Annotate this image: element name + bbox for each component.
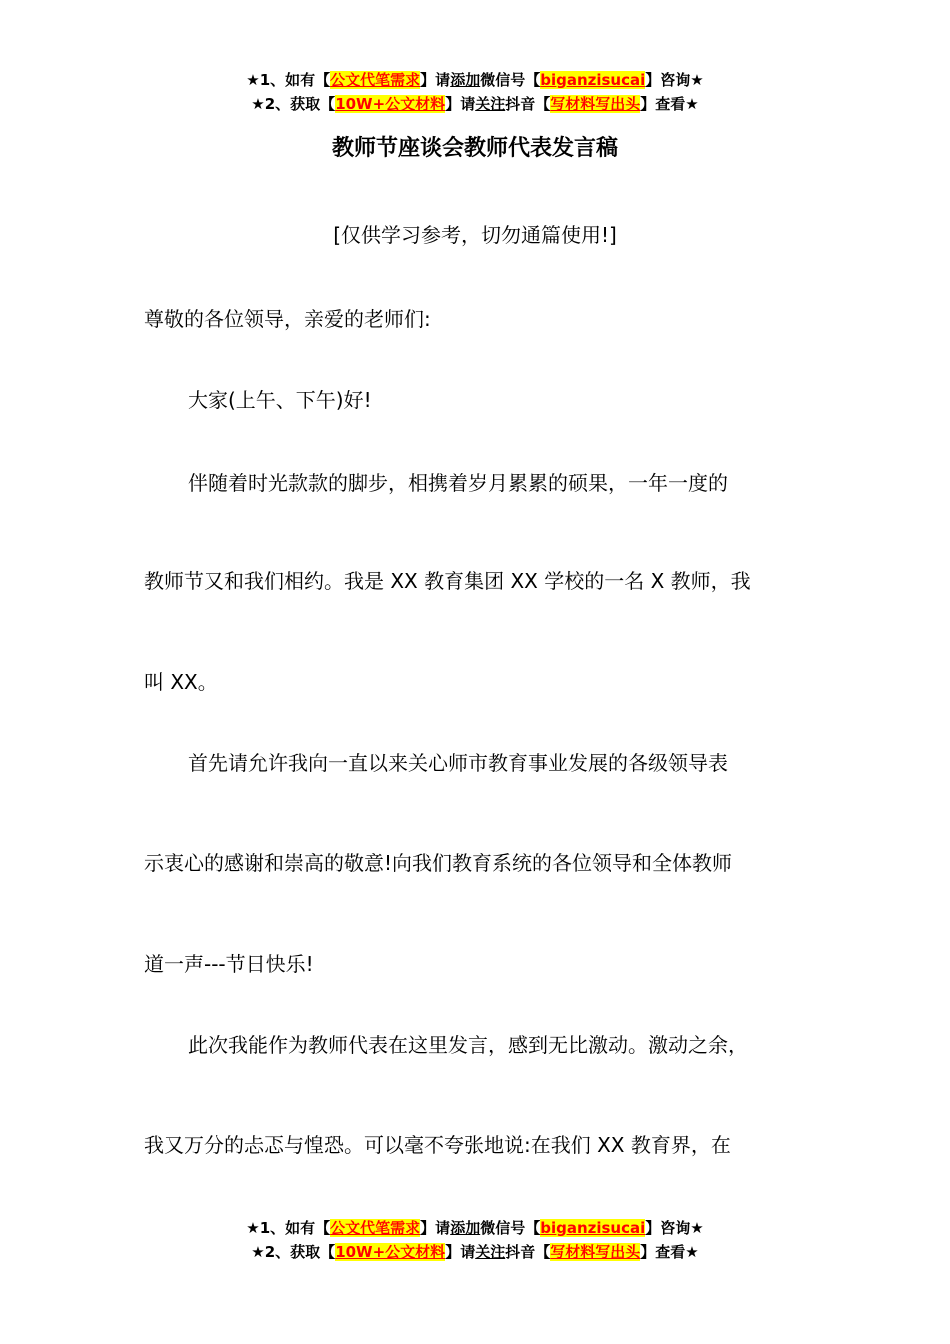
banner-line-2 <box>0 1240 950 1264</box>
banner-text: 】查看★ <box>640 1243 699 1261</box>
banner-text: 】请 <box>445 95 476 113</box>
banner-text: 】咨询★ <box>645 71 704 89</box>
banner-text: 】请 <box>445 1243 476 1261</box>
banner-underline: 关注 <box>475 1243 506 1261</box>
paragraph-line: 我又万分的忐忑与惶恐。可以毫不夸张地说:在我们 XX 教育界，在 <box>144 1133 731 1157</box>
paragraph-line: 此次我能作为教师代表在这里发言，感到无比激动。激动之余， <box>188 1033 748 1057</box>
banner-line-1 <box>0 1216 950 1240</box>
paragraph-line: 叫 XX。 <box>144 670 218 694</box>
banner-text: 】查看★ <box>640 95 699 113</box>
usage-notice: [仅供学习参考，切勿通篇使用!] <box>333 223 617 247</box>
banner-text: ★1、如有【 <box>246 1219 331 1237</box>
banner-highlight: 写材料写出头 <box>550 95 641 113</box>
banner-highlight: 写材料写出头 <box>550 1243 641 1261</box>
paragraph-line: 大家(上午、下午)好! <box>188 388 372 412</box>
banner-text: 抖音【 <box>505 95 551 113</box>
banner-text: ★2、获取【 <box>251 95 336 113</box>
header-banner <box>0 68 950 116</box>
paragraph-line: 示衷心的感谢和崇高的敬意!向我们教育系统的各位领导和全体教师 <box>144 851 733 875</box>
banner-highlight: 公文代笔需求 <box>330 71 421 89</box>
paragraph-line: 道一声---节日快乐! <box>144 952 314 976</box>
banner-highlight: 10W+公文材料 <box>335 95 446 113</box>
banner-text: 】请 <box>420 1219 451 1237</box>
footer-banner <box>0 1216 950 1264</box>
banner-text: 微信号【 <box>480 71 541 89</box>
banner-text: 微信号【 <box>480 1219 541 1237</box>
banner-underline: 添加 <box>450 71 481 89</box>
document-title: 教师节座谈会教师代表发言稿 <box>331 136 618 161</box>
banner-line-2 <box>0 92 950 116</box>
banner-highlight: 公文代笔需求 <box>330 1219 421 1237</box>
banner-underline: 关注 <box>475 95 506 113</box>
banner-highlight: biganzisucai <box>540 1219 646 1237</box>
banner-text: ★1、如有【 <box>246 71 331 89</box>
banner-text: 】请 <box>420 71 451 89</box>
banner-text: 抖音【 <box>505 1243 551 1261</box>
banner-text: 】咨询★ <box>645 1219 704 1237</box>
banner-underline: 添加 <box>450 1219 481 1237</box>
banner-text: ★2、获取【 <box>251 1243 336 1261</box>
greeting: 尊敬的各位领导，亲爱的老师们: <box>144 307 431 331</box>
banner-highlight: 10W+公文材料 <box>335 1243 446 1261</box>
paragraph-line: 伴随着时光款款的脚步，相携着岁月累累的硕果，一年一度的 <box>188 471 728 495</box>
banner-highlight: biganzisucai <box>540 71 646 89</box>
banner-line-1 <box>0 68 950 92</box>
paragraph-line: 教师节又和我们相约。我是 XX 教育集团 XX 学校的一名 X 教师，我 <box>144 569 751 593</box>
paragraph-line: 首先请允许我向一直以来关心师市教育事业发展的各级领导表 <box>188 751 728 775</box>
